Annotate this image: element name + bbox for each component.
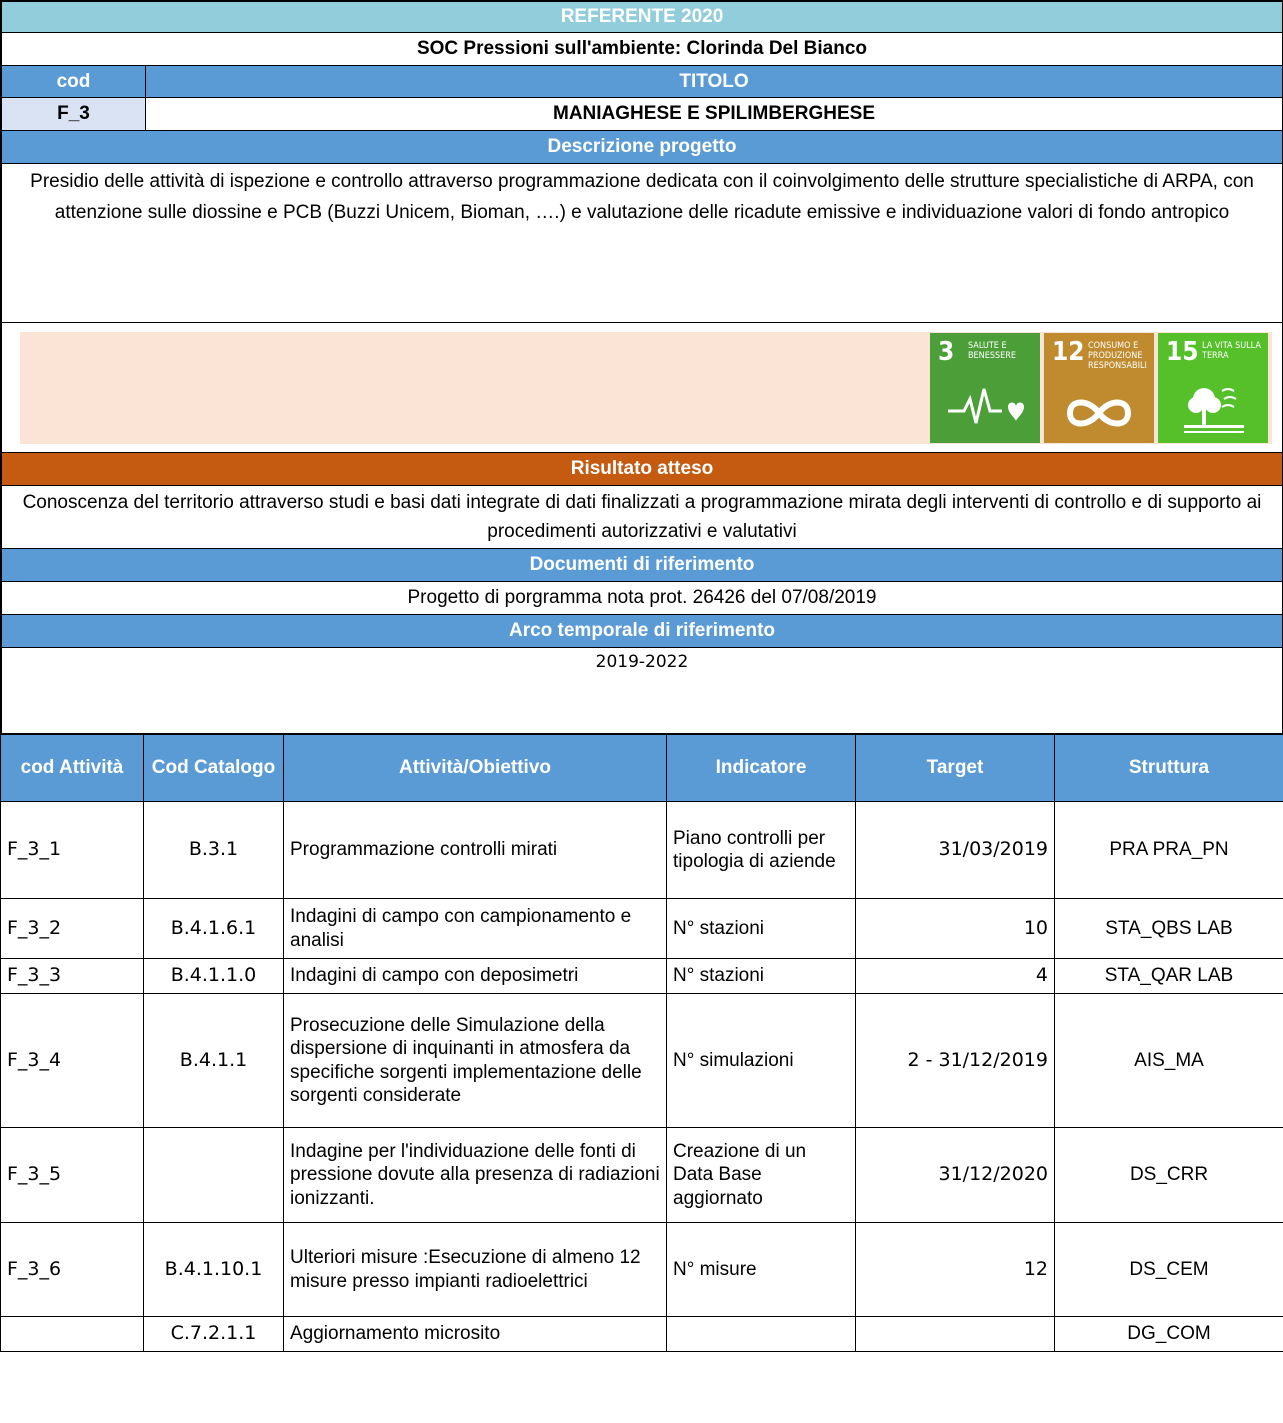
cell-cod: F_3_4 [1,994,144,1128]
cell-cod [1,1317,144,1352]
cell-cod: F_3_3 [1,959,144,994]
cell-indicatore [667,1317,856,1352]
referente-header [0,0,1283,33]
cell-cod: F_3_1 [1,802,144,899]
table-row [1,899,1283,959]
col-target: Target [856,735,1055,802]
cell-attivita: Ulteriori misure :Esecuzione di almeno 12 misure presso impianti radioelettrici [284,1223,667,1317]
cell-struttura: PRA PRA_PN [1055,802,1283,899]
col-indicatore: Indicatore [667,735,856,802]
table-row [1,1128,1283,1223]
soc-row [0,33,1283,66]
cell-struttura: STA_QAR LAB [1055,959,1283,994]
cell-catalogo: B.4.1.6.1 [144,899,284,959]
documenti-header [0,549,1283,582]
descr-row [0,164,1283,323]
arco-text: 2019-2022 [595,652,689,672]
cell-cod: F_3_5 [1,1128,144,1223]
descr-text: Presidio delle attività di ispezione e controllo attraverso programmazione dedicata con il coinvolgimento delle strutture specialistiche di ARPA, con attenzione sulle diossine e PCB (Buzzi Unicem, Bioman, ….) e valutazione delle ricadute emissive e individuazione valori di fondo antropico [30,171,1254,223]
sdg-15-tile [1158,333,1268,443]
cell-cod: F_3_2 [1,899,144,959]
cell-struttura: DS_CRR [1055,1128,1283,1223]
cell-target: 2 - 31/12/2019 [856,994,1055,1128]
risultato-text: Conoscenza del territorio attraverso studi e basi dati integrate di dati finalizzati a programmazione mirata degli interventi di controllo e di supporto ai procedimenti autorizzativi e valutativi [22,492,1262,542]
table-row [1,802,1283,899]
cell-catalogo: B.4.1.1 [144,994,284,1128]
cell-indicatore: N° stazioni [667,899,856,959]
cell-indicatore: N° stazioni [667,959,856,994]
cell-catalogo: B.3.1 [144,802,284,899]
referente-title: REFERENTE 2020 [560,6,724,27]
sdg-15-number: 15 [1166,337,1199,367]
cell-target: 12 [856,1223,1055,1317]
sdg-3-label: SALUTE E BENESSERE [968,341,1016,361]
cell-target: 31/03/2019 [856,802,1055,899]
cell-indicatore: Creazione di un Data Base aggiornato [667,1128,856,1223]
cell-indicatore: N° simulazioni [667,994,856,1128]
col-attivita: Attività/Obiettivo [284,735,667,802]
cell-catalogo: B.4.1.1.0 [144,959,284,994]
cell-attivita: Programmazione controlli mirati [284,802,667,899]
documenti-row [0,582,1283,615]
cell-target [856,1317,1055,1352]
project-code: F_3 [2,98,146,130]
documenti-text: Progetto di porgramma nota prot. 26426 del 07/08/2019 [407,587,877,608]
sdg-12-tile [1044,333,1154,443]
arco-row [0,648,1283,734]
cell-catalogo [144,1128,284,1223]
risultato-header [0,453,1283,486]
documenti-header-label: Documenti di riferimento [529,554,755,575]
risultato-header-label: Risultato atteso [570,458,714,479]
col-cod-attivita: cod Attività [1,735,144,802]
sdg-12-label: CONSUMO E PRODUZIONE RESPONSABILI [1088,341,1147,371]
project-title: MANIAGHESE E SPILIMBERGHESE [553,103,875,124]
cell-struttura: DG_COM [1055,1317,1283,1352]
col-struttura: Struttura [1055,735,1283,802]
activities-table [0,734,1283,1352]
cell-target: 4 [856,959,1055,994]
cell-indicatore: Piano controlli per tipologia di aziende [667,802,856,899]
project-row [0,98,1283,131]
cell-indicatore: N° misure [667,1223,856,1317]
header-cod: cod [2,66,146,97]
cell-struttura: DS_CEM [1055,1223,1283,1317]
heartbeat-icon [930,333,1040,443]
sdg-band [0,323,1283,453]
descr-header [0,131,1283,164]
infinity-icon [1044,333,1154,443]
arco-header [0,615,1283,648]
cell-struttura: AIS_MA [1055,994,1283,1128]
sdg-15-label: LA VITA SULLA TERRA [1202,341,1261,361]
cell-struttura: STA_QBS LAB [1055,899,1283,959]
cell-cod: F_3_6 [1,1223,144,1317]
table-row [1,959,1283,994]
cell-target: 10 [856,899,1055,959]
header-titolo: TITOLO [679,70,749,92]
cell-target: 31/12/2020 [856,1128,1055,1223]
cell-attivita: Indagini di campo con deposimetri [284,959,667,994]
soc-title: SOC Pressioni sull'ambiente: Clorinda Del Bianco [416,38,868,59]
descr-header-label: Descrizione progetto [547,136,737,157]
cod-title-header [0,66,1283,98]
sdg-3-tile [930,333,1040,443]
arco-header-label: Arco temporale di riferimento [508,620,776,641]
cell-attivita: Indagine per l'individuazione delle fonti di pressione dovute alla presenza di radiazioni ionizzanti. [284,1128,667,1223]
table-row [1,994,1283,1128]
sdg-12-number: 12 [1052,337,1085,367]
tree-icon [1158,333,1268,443]
table-row [1,1317,1283,1352]
sdg-3-number: 3 [938,337,955,367]
table-header-row [1,735,1283,802]
cell-attivita: Aggiornamento microsito [284,1317,667,1352]
cell-attivita: Prosecuzione delle Simulazione della dispersione di inquinanti in atmosfera da specifiche sorgenti implementazione delle sorgenti considerate [284,994,667,1128]
cell-catalogo: C.7.2.1.1 [144,1317,284,1352]
col-cod-catalogo: Cod Catalogo [144,735,284,802]
cell-catalogo: B.4.1.10.1 [144,1223,284,1317]
cell-attivita: Indagini di campo con campionamento e analisi [284,899,667,959]
risultato-row [0,486,1283,549]
table-row [1,1223,1283,1317]
